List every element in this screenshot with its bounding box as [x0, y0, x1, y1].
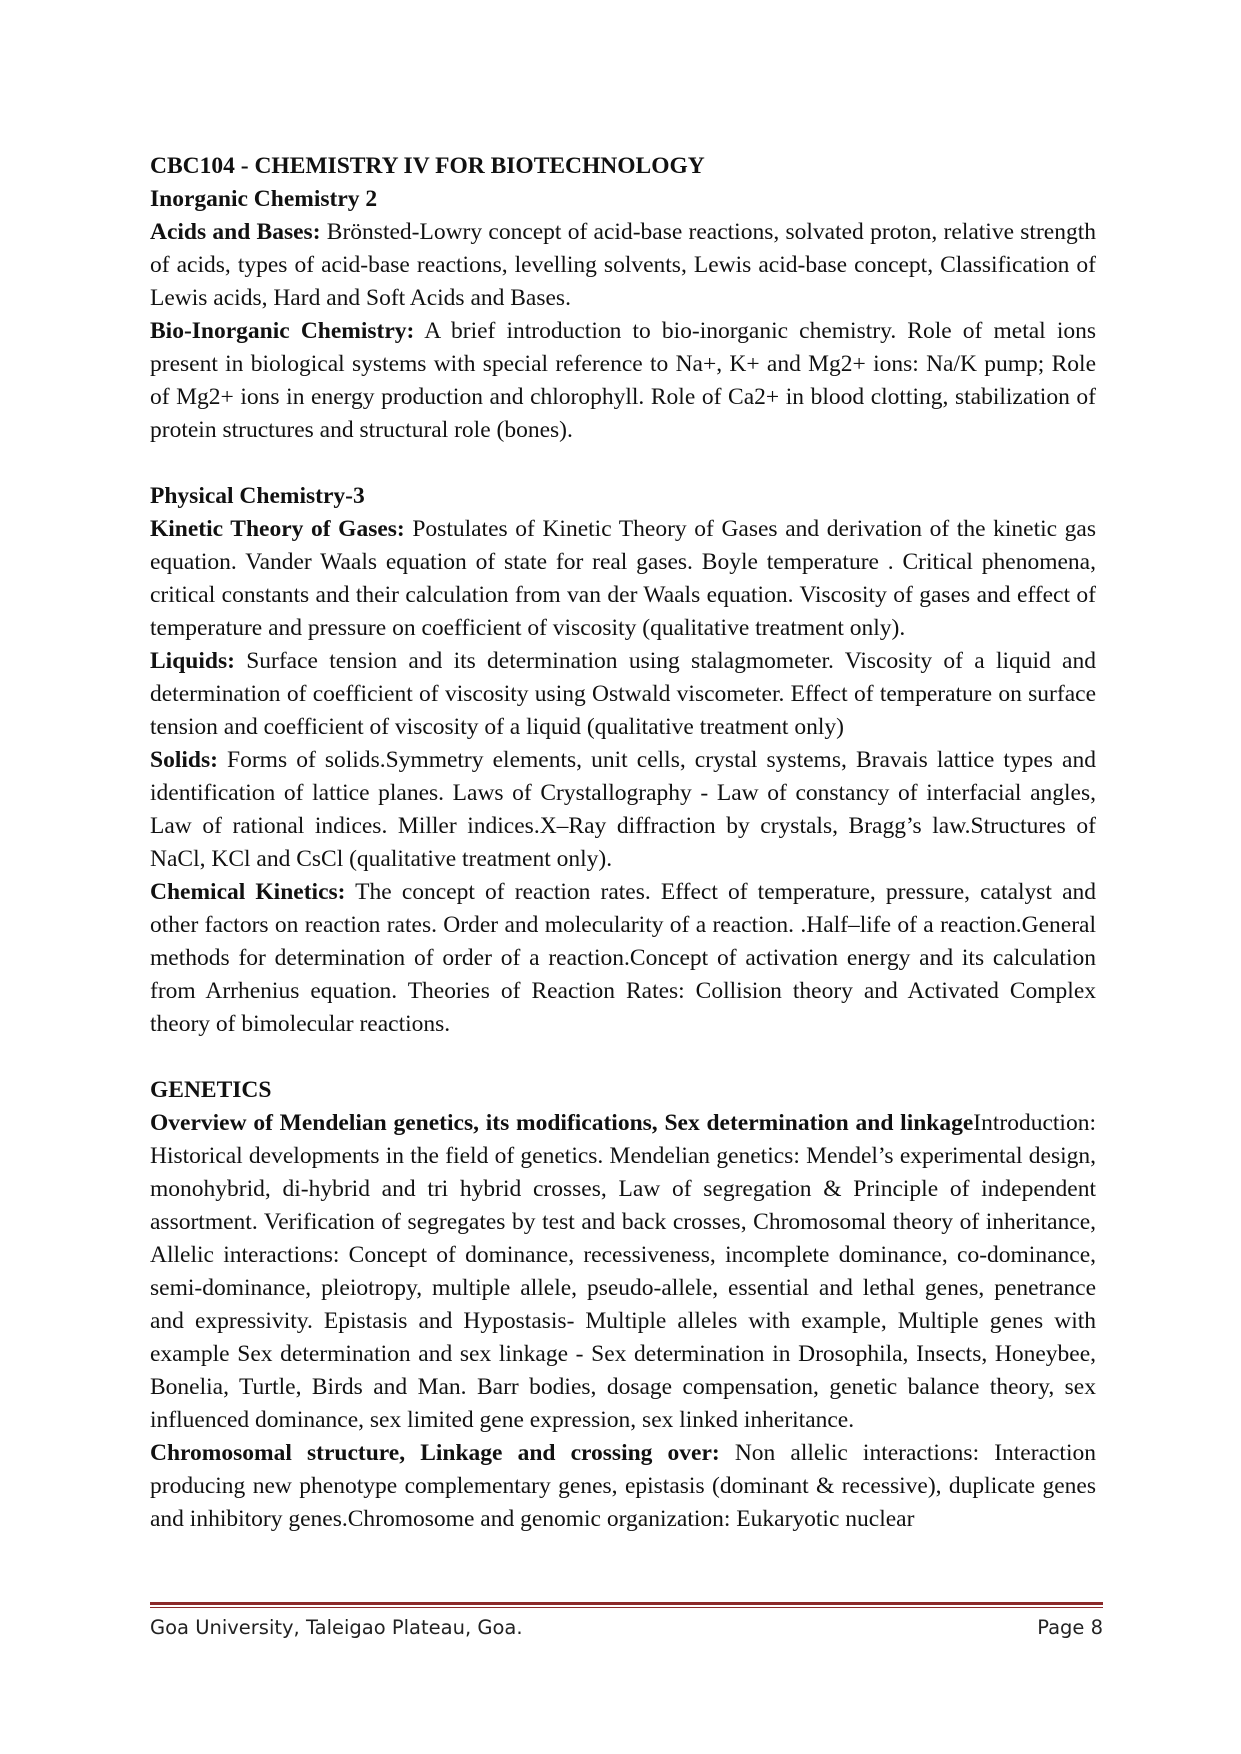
- paragraph-text: Forms of solids.Symmetry elements, unit cells, crystal systems, Bravais lattice types and identification of lattice planes. Laws of Crystallography - Law of constancy of interfacial angles, Law of rational indices. Miller indices.X–Ray diffraction by crystals, Bragg’s law.Structures of NaCl, KCl and CsCl (qualitative treatment only).: [150, 747, 1096, 872]
- document-body: [150, 150, 1096, 1536]
- paragraph-acids-bases: [150, 216, 1096, 315]
- paragraph-text: Non allelic interactions: Interaction producing new phenotype complementary genes, epistasis (dominant & recessive), duplicate genes and inhibitory genes.Chromosome and genomic organization: Eukaryotic nuclear: [150, 1440, 1096, 1532]
- paragraph-label: Kinetic Theory of Gases:: [150, 516, 405, 542]
- course-title: CBC104 - CHEMISTRY IV FOR BIOTECHNOLOGY: [150, 153, 705, 179]
- footer-institution: Goa University, Taleigao Plateau, Goa.: [150, 1616, 523, 1639]
- paragraph-solids: [150, 744, 1096, 876]
- section-heading-genetics: GENETICS: [150, 1077, 272, 1103]
- section-gap: [150, 447, 1096, 480]
- paragraph-text: Brönsted-Lowry concept of acid-base reactions, solvated proton, relative strength of acids, types of acid-base reactions, levelling solvents, Lewis acid-base concept, Classification of Lewis acids, Hard and Soft Acids and Bases.: [150, 219, 1096, 311]
- paragraph-label: Chromosomal structure, Linkage and crossing over:: [150, 1440, 720, 1466]
- paragraph-liquids: [150, 645, 1096, 744]
- paragraph-text: The concept of reaction rates. Effect of temperature, pressure, catalyst and other factors on reaction rates. Order and molecularity of a reaction. .Half–life of a reaction.General methods for determination of order of a reaction.Concept of activation energy and its calculation from Arrhenius equation. Theories of Reaction Rates: Collision theory and Activated Complex theory of bimolecular reactions.: [150, 879, 1096, 1037]
- paragraph-label: Liquids:: [150, 648, 235, 674]
- footer-divider: [150, 1602, 1103, 1608]
- paragraph-label: Bio-Inorganic Chemistry:: [150, 318, 415, 344]
- paragraph-text: Postulates of Kinetic Theory of Gases and derivation of the kinetic gas equation. Vander Waals equation of state for real gases. Boyle temperature . Critical phenomena, critical constants and their calculation from van der Waals equation. Viscosity of gases and effect of temperature and pressure on coefficient of viscosity (qualitative treatment only).: [150, 516, 1096, 641]
- page-number: Page 8: [1037, 1616, 1103, 1639]
- paragraph-kinetic-theory: [150, 513, 1096, 645]
- paragraph-label: Acids and Bases:: [150, 219, 321, 245]
- page-footer: [150, 1616, 1103, 1639]
- paragraph-text: A brief introduction to bio-inorganic chemistry. Role of metal ions present in biological systems with special reference to Na+, K+ and Mg2+ ions: Na/K pump; Role of Mg2+ ions in energy production and chlorophyll. Role of Ca2+ in blood clotting, stabilization of protein structures and structural role (bones).: [150, 318, 1096, 443]
- paragraph-label: Solids:: [150, 747, 218, 773]
- paragraph-label: Overview of Mendelian genetics, its modifications, Sex determination and linkage: [150, 1110, 974, 1136]
- paragraph-mendelian: [150, 1107, 1096, 1437]
- paragraph-text: Surface tension and its determination using stalagmometer. Viscosity of a liquid and determination of coefficient of viscosity using Ostwald viscometer. Effect of temperature on surface tension and coefficient of viscosity of a liquid (qualitative treatment only): [150, 648, 1096, 740]
- section-heading-inorganic: Inorganic Chemistry 2: [150, 186, 378, 212]
- section-gap: [150, 1041, 1096, 1074]
- paragraph-label: Chemical Kinetics:: [150, 879, 346, 905]
- paragraph-bioinorganic: [150, 315, 1096, 447]
- paragraph-chemical-kinetics: [150, 876, 1096, 1041]
- paragraph-chromosomal: [150, 1437, 1096, 1536]
- section-heading-physical: Physical Chemistry-3: [150, 483, 365, 509]
- paragraph-text: Introduction: Historical developments in the field of genetics. Mendelian genetics: Mendel’s experimental design, monohybrid, di-hybrid and tri hybrid crosses, Law of segregation & Principle of independent assortment. Verification of segregates by test and back crosses, Chromosomal theory of inheritance, Allelic interactions: Concept of dominance, recessiveness, incomplete dominance, co-dominance, semi-dominance, pleiotropy, multiple allele, pseudo-allele, essential and lethal genes, penetrance and expressivity. Epistasis and Hypostasis- Multiple alleles with example, Multiple genes with example Sex determination and sex linkage - Sex determination in Drosophila, Insects, Honeybee, Bonelia, Turtle, Birds and Man. Barr bodies, dosage compensation, genetic balance theory, sex influenced dominance, sex limited gene expression, sex linked inheritance.: [150, 1110, 1096, 1433]
